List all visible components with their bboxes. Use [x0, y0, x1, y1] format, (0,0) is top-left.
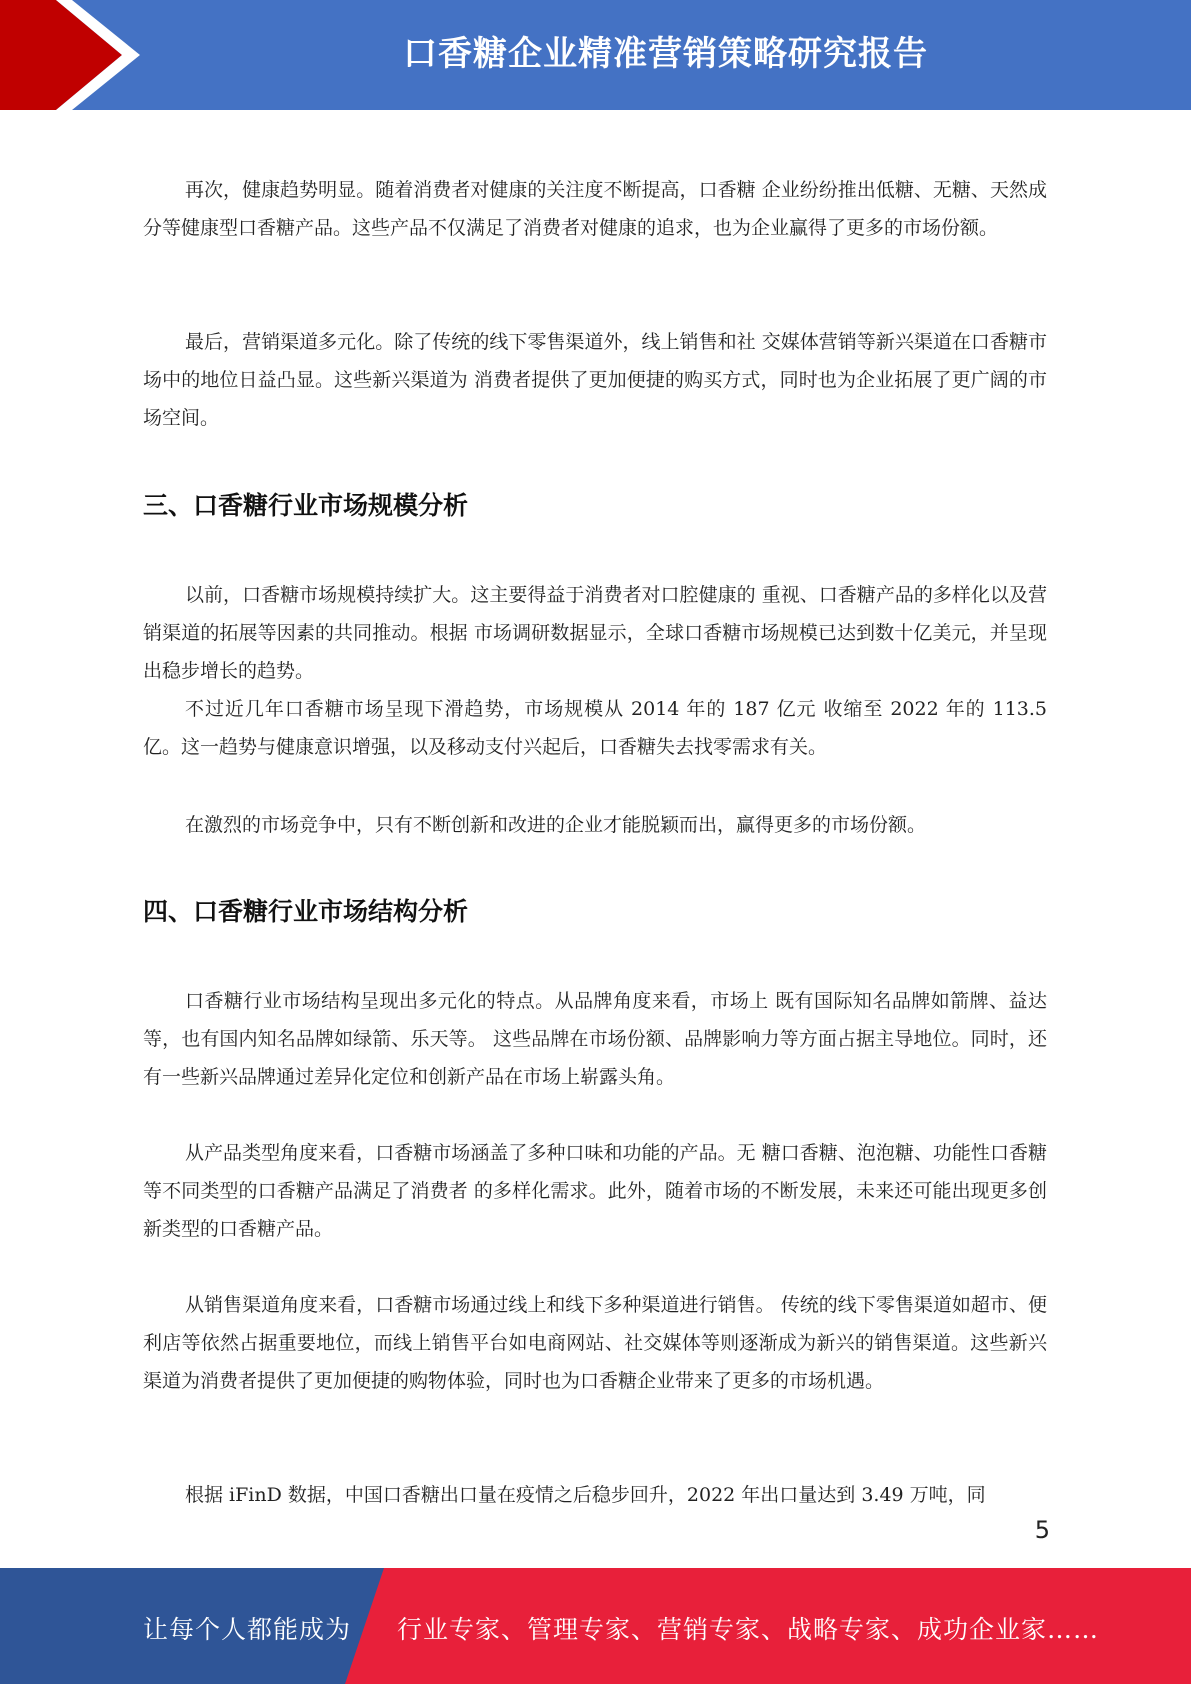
paragraph-channel-diversification: 最后，营销渠道多元化。除了传统的线下零售渠道外，线上销售和社 交媒体营销等新兴渠道在口香糖市场中的地位日益凸显。这些新兴渠道为 消费者提供了更加便捷的购买方式，同时也为企业拓展了更广阔的市场空间。	[143, 331, 1047, 429]
page-footer	[0, 1568, 1191, 1684]
footer-slogan-left: 让每个人都能成为	[143, 1615, 352, 1644]
page-title: 口香糖企业精准营销策略研究报告	[403, 34, 928, 74]
paragraph-product-types: 从产品类型角度来看，口香糖市场涵盖了多种口味和功能的产品。无 糖口香糖、泡泡糖、功能性口香糖等不同类型的口香糖产品满足了消费者 的多样化需求。此外，随着市场的不断发展，未来还可能出现更多创新类型的口香糖产品。	[143, 1142, 1047, 1240]
paragraph-competition: 在激烈的市场竞争中，只有不断创新和改进的企业才能脱颖而出，赢得更多的市场份额。	[185, 814, 927, 836]
page-header	[0, 0, 1191, 110]
paragraph-export-data: 根据 iFinD 数据，中国口香糖出口量在疫情之后稳步回升，2022 年出口量达到 3.49 万吨，同	[185, 1484, 986, 1506]
footer-slogan-right: 行业专家、管理专家、营销专家、战略专家、成功企业家……	[397, 1615, 1100, 1644]
section-heading-market-structure: 四、口香糖行业市场结构分析	[143, 897, 469, 926]
page-number: 5	[1034, 1516, 1050, 1544]
section-heading-market-size: 三、口香糖行业市场规模分析	[143, 491, 469, 520]
paragraph-health-trend: 再次，健康趋势明显。随着消费者对健康的关注度不断提高，口香糖 企业纷纷推出低糖、无糖、天然成分等健康型口香糖产品。这些产品不仅满足了消费者对健康的追求，也为企业赢得了更多的市场份额。	[143, 179, 1047, 239]
paragraph-sales-channels: 从销售渠道角度来看，口香糖市场通过线上和线下多种渠道进行销售。 传统的线下零售渠道如超市、便利店等依然占据重要地位，而线上销售平台如电商网站、社交媒体等则逐渐成为新兴的销售渠道。这些新兴渠道为消费者提供了更加便捷的购物体验，同时也为口香糖企业带来了更多的市场机遇。	[143, 1294, 1047, 1392]
paragraph-market-growth: 以前，口香糖市场规模持续扩大。这主要得益于消费者对口腔健康的 重视、口香糖产品的多样化以及营销渠道的拓展等因素的共同推动。根据 市场调研数据显示，全球口香糖市场规模已达到数十亿美元，并呈现出稳步增长的趋势。	[143, 584, 1047, 682]
paragraph-market-decline: 不过近几年口香糖市场呈现下滑趋势，市场规模从 2014 年的 187 亿元 收缩至 2022 年的 113.5 亿。这一趋势与健康意识增强，以及移动支付兴起后，口香糖失去找零需求有关。	[143, 698, 1047, 758]
paragraph-brand-structure: 口香糖行业市场结构呈现出多元化的特点。从品牌角度来看，市场上 既有国际知名品牌如箭牌、益达等，也有国内知名品牌如绿箭、乐天等。 这些品牌在市场份额、品牌影响力等方面占据主导地位。同时，还有一些新兴品牌通过差异化定位和创新产品在市场上崭露头角。	[143, 990, 1047, 1088]
